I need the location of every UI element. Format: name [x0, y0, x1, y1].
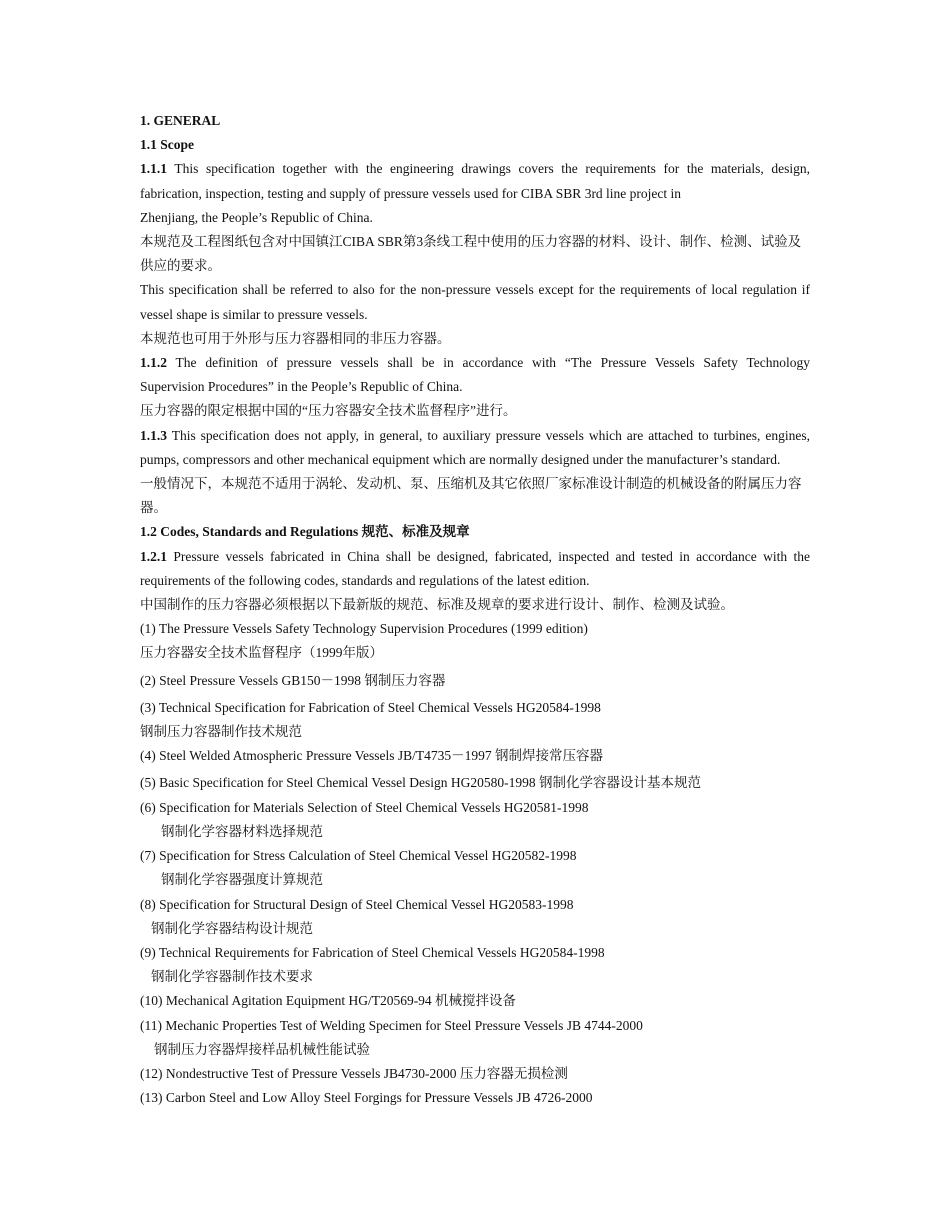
clause-text: This specification together with the engineering drawings covers the requirements for the materials, design, [174, 161, 810, 177]
code-item-4: (4) Steel Welded Atmospheric Pressure Vessels JB/T4735－1997 钢制焊接常压容器 [140, 748, 604, 764]
clause-1-1-3-chinese: 一般情况下，本规范不适用于涡轮、发动机、泵、压缩机及其它依照厂家标准设计制造的机械设备的附属压力容 [140, 476, 802, 492]
code-item-5: (5) Basic Specification for Steel Chemical Vessel Design HG20580-1998 钢制化学容器设计基本规范 [140, 775, 702, 791]
clause-1-1-3-line: pumps, compressors and other mechanical equipment which are normally designed under the manufacturer’s standard. [140, 451, 781, 467]
clause-1-1-1-line: This specification shall be referred to also for the non-pressure vessels except for the requirements of local regulation if [140, 282, 810, 298]
code-item-8: (8) Specification for Structural Design of Steel Chemical Vessel HG20583-1998 [140, 896, 574, 912]
clause-text: The definition of pressure vessels shall be in accordance with “The Pressure Vessels Safety Technology [175, 355, 810, 371]
code-item-3-chinese: 钢制压力容器制作技术规范 [140, 724, 302, 740]
clause-number: 1.1.2 [140, 355, 167, 371]
clause-1-1-1-line: vessel shape is similar to pressure vessels. [140, 306, 368, 322]
clause-1-1-2-chinese: 压力容器的限定根据中国的“压力容器安全技术监督程序”进行。 [140, 403, 517, 419]
clause-text: Pressure vessels fabricated in China shall be designed, fabricated, inspected and tested in accordance with the [173, 548, 810, 564]
code-item-12: (12) Nondestructive Test of Pressure Vessels JB4730-2000 压力容器无损检测 [140, 1065, 568, 1081]
clause-number: 1.1.1 [140, 161, 167, 177]
subsection-heading-scope: 1.1 Scope [140, 137, 194, 153]
clause-number: 1.2.1 [140, 548, 167, 564]
code-item-11-chinese: 钢制压力容器焊接样品机械性能试验 [154, 1041, 370, 1057]
clause-1-1-1-line: fabrication, inspection, testing and supply of pressure vessels used for CIBA SBR 3rd line project in [140, 185, 682, 201]
clause-1-1-1-line: Zhenjiang, the People’s Republic of China. [140, 209, 373, 225]
clause-1-1-2-line: Supervision Procedures” in the People’s Republic of China. [140, 379, 463, 395]
code-item-1: (1) The Pressure Vessels Safety Technology Supervision Procedures (1999 edition) [140, 621, 588, 637]
code-item-13: (13) Carbon Steel and Low Alloy Steel Forgings for Pressure Vessels JB 4726-2000 [140, 1090, 593, 1106]
code-item-3: (3) Technical Specification for Fabrication of Steel Chemical Vessels HG20584-1998 [140, 699, 601, 715]
code-item-1-chinese: 压力容器安全技术监督程序（1999年版） [140, 645, 383, 661]
section-heading-general: 1. GENERAL [140, 113, 221, 128]
clause-1-1-1-line [140, 157, 810, 181]
subsection-heading-codes: 1.2 Codes, Standards and Regulations 规范、标准及规章 [140, 524, 470, 540]
clause-1-2-1-line: requirements of the following codes, standards and regulations of the latest edition. [140, 572, 590, 588]
clause-1-1-1-chinese: 供应的要求。 [140, 258, 221, 274]
clause-1-1-1-chinese: 本规范也可用于外形与压力容器相同的非压力容器。 [140, 330, 451, 346]
clause-1-1-2-line [140, 351, 810, 375]
clause-1-2-1-chinese: 中国制作的压力容器必须根据以下最新版的规范、标准及规章的要求进行设计、制作、检测及试验。 [140, 597, 734, 613]
code-item-6: (6) Specification for Materials Selection of Steel Chemical Vessels HG20581-1998 [140, 799, 589, 815]
code-item-7: (7) Specification for Stress Calculation of Steel Chemical Vessel HG20582-1998 [140, 848, 577, 864]
code-item-11: (11) Mechanic Properties Test of Welding Specimen for Steel Pressure Vessels JB 4744-2000 [140, 1017, 643, 1033]
document-page [140, 109, 810, 1110]
clause-1-1-3-line [140, 424, 810, 448]
clause-text: This specification does not apply, in general, to auxiliary pressure vessels which are attached to turbines, engines, [171, 427, 810, 443]
clause-1-2-1-line [140, 545, 810, 569]
clause-number: 1.1.3 [140, 427, 167, 443]
code-item-6-chinese: 钢制化学容器材料选择规范 [161, 823, 323, 839]
code-item-9: (9) Technical Requirements for Fabrication of Steel Chemical Vessels HG20584-1998 [140, 944, 605, 960]
clause-1-1-3-chinese: 器。 [140, 500, 167, 516]
code-item-9-chinese: 钢制化学容器制作技术要求 [151, 969, 313, 985]
code-item-10: (10) Mechanical Agitation Equipment HG/T20569-94 机械搅拌设备 [140, 993, 517, 1009]
code-item-2: (2) Steel Pressure Vessels GB150－1998 钢制压力容器 [140, 672, 446, 688]
code-item-7-chinese: 钢制化学容器强度计算规范 [161, 872, 323, 888]
clause-1-1-1-chinese: 本规范及工程图纸包含对中国镇江CIBA SBR第3条线工程中使用的压力容器的材料、设计、制作、检测、试验及 [140, 234, 802, 250]
code-item-8-chinese: 钢制化学容器结构设计规范 [151, 920, 313, 936]
